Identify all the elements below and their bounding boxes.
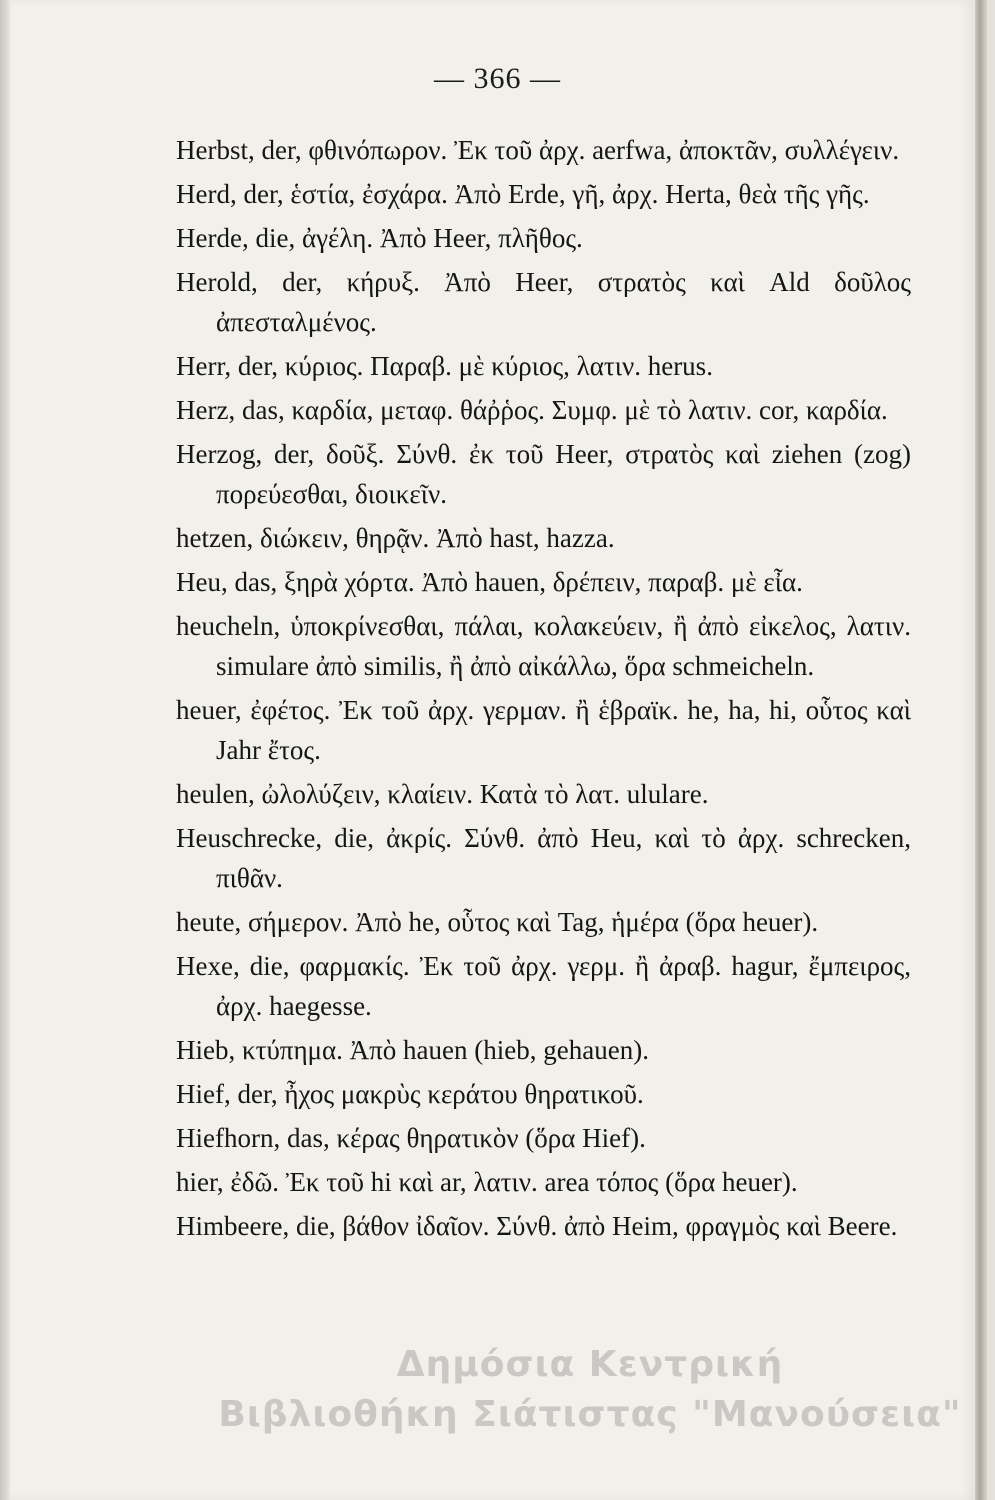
page-right-edge <box>975 0 987 1500</box>
entry-hetzen: hetzen, διώκειν, θηρᾷν. Ἀπὸ hast, hazza. <box>176 523 615 553</box>
entry-heulen: heulen, ὠλολύζειν, κλαίειν. Κατὰ τὸ λατ. ululare. <box>176 779 709 809</box>
entry-heuer: heuer, ἐφέτος. Ἐκ τοῦ ἀρχ. γερμαν. ἢ ἑβραϊκ. he, ha, hi, οὗτος καὶ Jahr ἔτος. <box>176 695 911 765</box>
watermark-line-2: Βιβλιοθήκη Σιάτιστας "Μανούσεια" <box>218 1394 962 1435</box>
entry-himbeere: Himbeere, die, βάθον ἰδαῖον. Σύνθ. ἀπὸ Heim, φραγμὸς καὶ Beere. <box>176 1211 898 1241</box>
entry-heu: Heu, das, ξηρὰ χόρτα. Ἀπὸ hauen, δρέπειν, παραβ. μὲ εἶα. <box>176 567 803 597</box>
page-number: — 366 — <box>434 62 561 95</box>
entry-hexe: Hexe, die, φαρμακίς. Ἐκ τοῦ ἀρχ. γερμ. ἢ ἀραβ. hagur, ἔμπειρος, ἀρχ. haegesse. <box>176 951 911 1021</box>
entry-hiefhorn: Hiefhorn, das, κέρας θηρατικὸν (ὅρα Hief). <box>176 1123 646 1153</box>
entry-herd: Herd, der, ἑστία, ἐσχάρα. Ἀπὸ Erde, γῆ, ἀρχ. Herta, θεὰ τῆς γῆς. <box>176 179 870 209</box>
entry-herbst: Herbst, der, φθινόπωρον. Ἐκ τοῦ ἀρχ. aerfwa, ἀποκτᾶν, συλλέγειν. <box>176 135 900 165</box>
dictionary-text <box>176 130 911 1250</box>
entry-hier: hier, ἐδῶ. Ἐκ τοῦ hi καὶ ar, λατιν. area τόπος (ὅρα heuer). <box>176 1167 798 1197</box>
entry-herzog: Herzog, der, δοῦξ. Σύνθ. ἐκ τοῦ Heer, στρατὸς καὶ ziehen (zog) πορεύεσθαι, διοικεῖν. <box>176 439 911 509</box>
entry-herde: Herde, die, ἀγέλη. Ἀπὸ Heer, πλῆθος. <box>176 223 583 253</box>
library-watermark <box>200 1340 980 1440</box>
entry-heuschrecke: Heuschrecke, die, ἀκρίς. Σύνθ. ἀπὸ Heu, καὶ τὸ ἀρχ. schrecken, πιθᾶν. <box>176 823 911 893</box>
entry-hieb: Hieb, κτύπημα. Ἀπὸ hauen (hieb, gehauen). <box>176 1035 649 1065</box>
watermark-line-1: Δημόσια Κεντρική <box>396 1344 784 1385</box>
entry-hief: Hief, der, ἦχος μακρὺς κεράτου θηρατικοῦ. <box>176 1079 644 1109</box>
entry-herold: Herold, der, κήρυξ. Ἀπὸ Heer, στρατὸς καὶ Ald δοῦλος ἀπεσταλμένος. <box>176 267 911 337</box>
entry-herz: Herz, das, καρδία, μεταφ. θάῤῥος. Συμφ. μὲ τὸ λατιν. cor, καρδία. <box>176 395 888 425</box>
entry-heucheln: heucheln, ὑποκρίνεσθαι, πάλαι, κολακεύειν, ἢ ἀπὸ εἰκελος, λατιν. simulare ἀπὸ similis, ἢ ἀπὸ αἰκάλλω, ὅρα schmeicheln. <box>176 611 911 681</box>
page-left-edge <box>0 0 10 1500</box>
entry-herr: Herr, der, κύριος. Παραβ. μὲ κύριος, λατιν. herus. <box>176 351 713 381</box>
entry-heute: heute, σήμερον. Ἀπὸ he, οὗτος καὶ Tag, ἡμέρα (ὅρα heuer). <box>176 907 819 937</box>
